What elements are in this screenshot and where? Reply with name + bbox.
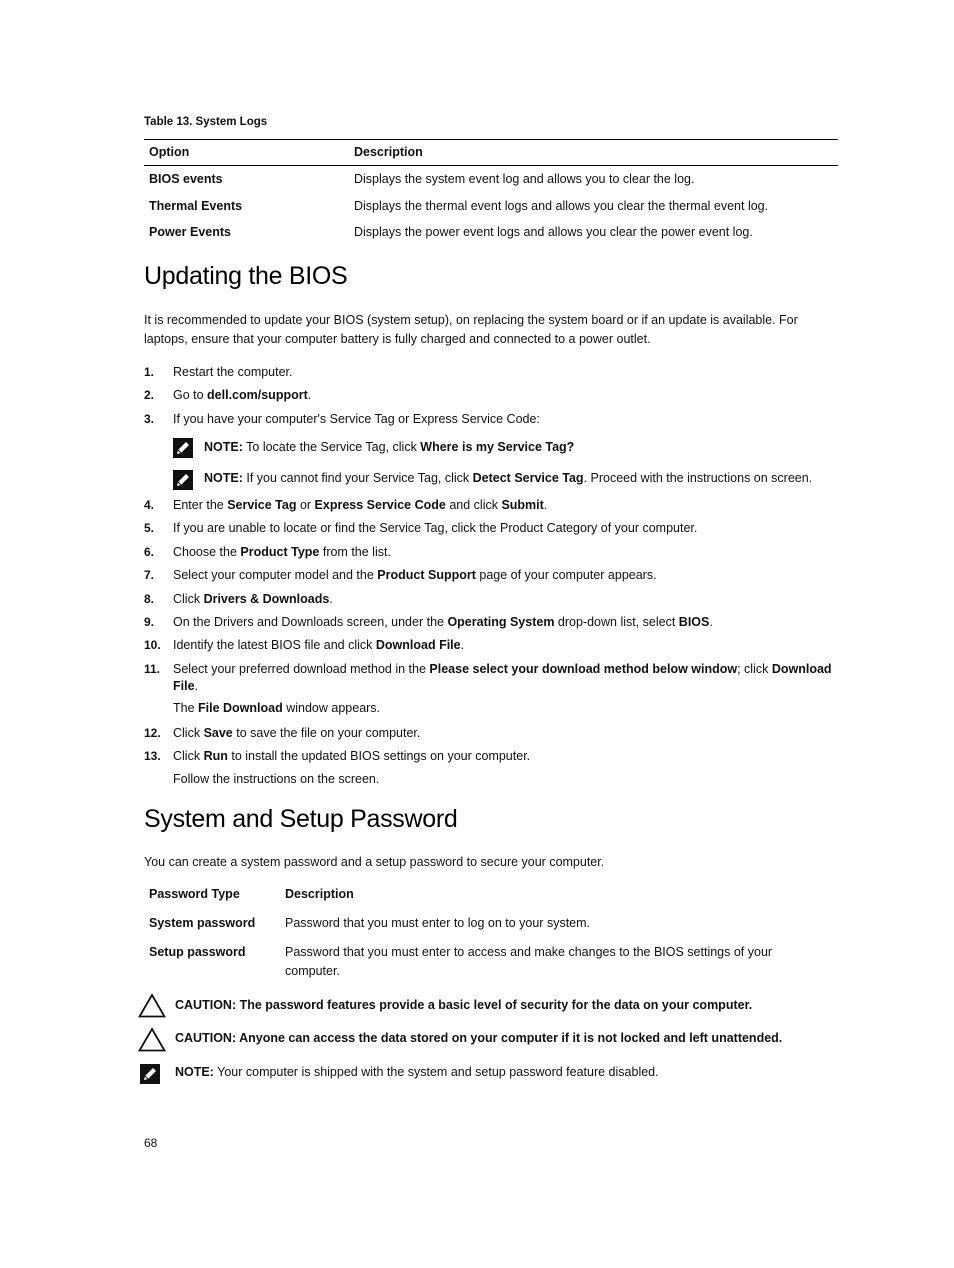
step-text: Click Run to install the updated BIOS settings on your computer.: [173, 749, 531, 763]
step-text: On the Drivers and Downloads screen, under the Operating System drop-down list, select BIOS.: [173, 615, 713, 629]
step-text: Click Drivers & Downloads.: [173, 592, 333, 606]
password-table-header-description: Description: [285, 887, 354, 901]
step-text: Go to dell.com/support.: [173, 388, 312, 402]
password-table-row-type: Setup password: [149, 945, 246, 959]
table-row-option: BIOS events: [149, 172, 223, 186]
note-pencil-icon: [140, 1064, 160, 1084]
table-row-option: Power Events: [149, 225, 231, 239]
table-header-option: Option: [149, 145, 190, 159]
step-number: 8.: [144, 592, 155, 606]
section-title-updating-bios: Updating the BIOS: [144, 262, 348, 290]
step-number: 9.: [144, 615, 155, 629]
step-number: 3.: [144, 412, 155, 426]
table-row-description: Displays the system event log and allows you to clear the log.: [354, 172, 695, 186]
step-number: 2.: [144, 388, 155, 402]
step-text: Select your computer model and the Product Support page of your computer appears.: [173, 568, 657, 582]
table-row-description: Displays the thermal event logs and allows you clear the thermal event log.: [354, 199, 769, 213]
caution-triangle-icon: [138, 993, 166, 1018]
step-number: 5.: [144, 521, 155, 535]
caution-triangle-icon: [138, 1027, 166, 1052]
password-intro: You can create a system password and a setup password to secure your computer.: [144, 855, 605, 869]
step-text: If you are unable to locate or find the Service Tag, click the Product Category of your computer.: [173, 521, 698, 535]
step-number: 7.: [144, 568, 155, 582]
step-number: 6.: [144, 545, 155, 559]
table-header-description: Description: [354, 145, 423, 159]
detect-service-tag-link[interactable]: Detect Service Tag: [472, 471, 584, 485]
password-table-header-type: Password Type: [149, 887, 240, 901]
step-text: Identify the latest BIOS file and click Download File.: [173, 638, 465, 652]
step-number: 13.: [144, 749, 161, 763]
step-subtext: The File Download window appears.: [173, 701, 381, 715]
step-number: 1.: [144, 365, 155, 379]
step-text: Enter the Service Tag or Express Service Code and click Submit.: [173, 498, 548, 512]
dell-support-link[interactable]: dell.com/support: [207, 388, 308, 402]
password-table-row-description: Password that you must enter to log on to your system.: [285, 916, 591, 930]
table-top-rule: [144, 139, 838, 140]
caution-text: CAUTION: The password features provide a basic level of security for the data on your computer.: [175, 998, 753, 1012]
note-pencil-icon: [173, 438, 193, 458]
step-number: 12.: [144, 726, 161, 740]
step-text: Restart the computer.: [173, 365, 293, 379]
page-number: 68: [144, 1136, 158, 1150]
caution-text: CAUTION: Anyone can access the data stored on your computer if it is not locked and left unattended.: [175, 1031, 783, 1045]
step-text: Select your preferred download method in the Please select your download method below window; click Download File.: [173, 662, 832, 693]
step-number: 11.: [144, 662, 161, 676]
section-title-password: System and Setup Password: [144, 805, 458, 833]
note-pencil-icon: [173, 470, 193, 490]
table-header-rule: [144, 165, 838, 166]
where-is-service-tag-link[interactable]: Where is my Service Tag?: [420, 440, 575, 454]
table-caption: Table 13. System Logs: [144, 116, 268, 128]
step-text: If you have your computer's Service Tag or Express Service Code:: [173, 412, 540, 426]
password-table-row-description: Password that you must enter to access and make changes to the BIOS settings of your computer.: [285, 945, 773, 978]
note-text: NOTE: If you cannot find your Service Tag, click Detect Service Tag. Proceed with the instructions on screen.: [204, 471, 813, 485]
step-number: 4.: [144, 498, 155, 512]
note-text: NOTE: Your computer is shipped with the system and setup password feature disabled.: [175, 1065, 659, 1079]
table-row-description: Displays the power event logs and allows you clear the power event log.: [354, 225, 753, 239]
updating-intro: It is recommended to update your BIOS (system setup), on replacing the system board or if an update is available. For laptops, ensure that your computer battery is fully charged and connected to a power outlet.: [144, 313, 798, 346]
step-number: 10.: [144, 638, 161, 652]
step-text: Click Save to save the file on your computer.: [173, 726, 421, 740]
password-table-row-type: System password: [149, 916, 256, 930]
table-row-option: Thermal Events: [149, 199, 243, 213]
step-subtext: Follow the instructions on the screen.: [173, 772, 380, 786]
step-text: Choose the Product Type from the list.: [173, 545, 391, 559]
note-text: NOTE: To locate the Service Tag, click Where is my Service Tag?: [204, 440, 575, 454]
